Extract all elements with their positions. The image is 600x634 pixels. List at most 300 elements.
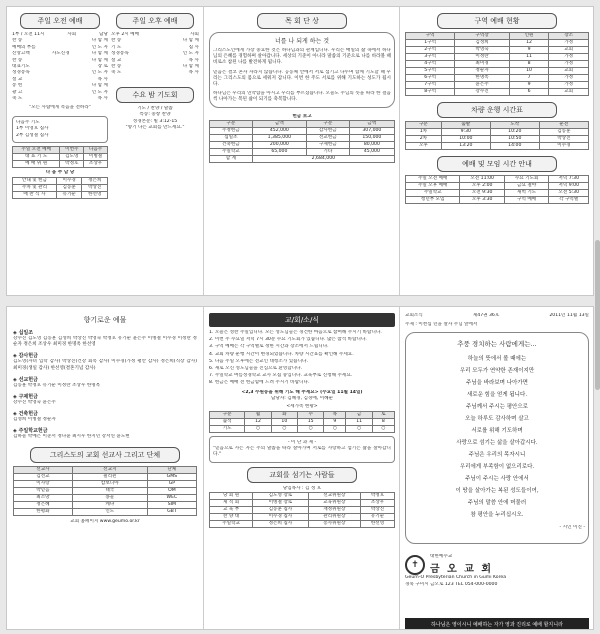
cell: 저녁 7:30 (549, 176, 589, 183)
notice-item: 3. 구역 예배는 각 구역별로 정한 시간과 장소에서 드립니다. (209, 344, 329, 350)
order-line-cell: 설 교 (12, 76, 23, 82)
cell: 박믿음 (14, 487, 73, 494)
sermon-column (209, 13, 395, 163)
offering-section-head: ◈ 주일학교헌금 (13, 428, 48, 435)
cell: 주정헌금 (210, 128, 253, 135)
cell: 13:20 (441, 143, 490, 150)
cell: GBT (147, 508, 196, 515)
order-line-cell: 다 함 께 (182, 64, 199, 70)
poem-author: - 시인 이진 - (559, 524, 585, 530)
morning-order-list (12, 32, 108, 102)
meetings-title: 예배 및 모임 시간 안내 (437, 156, 557, 172)
cell: 주일학교 (406, 190, 460, 197)
offering-section-head: ◈ 십일조 (13, 330, 34, 336)
fold-line (203, 7, 204, 295)
schedule-title: <세가족 현황> (286, 404, 318, 410)
th: 월 (245, 411, 271, 418)
poem-line: 서로를 위해 기도하며 (471, 427, 523, 434)
th: 구역장 (455, 33, 509, 40)
cell: ○ (372, 425, 394, 432)
table-row (406, 89, 589, 96)
cell: 예 배 위 원 (13, 161, 60, 168)
table-row (406, 176, 589, 183)
cell: 저녁 9:00 (549, 183, 589, 190)
table-row (406, 54, 589, 61)
fold-line (399, 307, 400, 629)
poem-line: 주님은 우리의 목자시니 (468, 451, 526, 458)
cell: 이병철 장로 (253, 500, 308, 507)
cell: 200,000 (252, 142, 306, 149)
offering-section-text: 강수진 김도영 김동훈 김성희 박상진 박영숙 박정호 유기순 윤은주 이병철 이수경 이정란 정순자 정은희 조상우 최미경 한명옥 한선영 (13, 336, 197, 348)
table-row (14, 487, 197, 494)
th: 이번주 (60, 147, 84, 154)
cell: 5구역 (406, 68, 455, 75)
th: 목 (324, 411, 346, 418)
cell: ○ (245, 425, 271, 432)
table-row (406, 40, 589, 47)
cell: 10:00 (441, 136, 490, 143)
th: 구분 (210, 411, 245, 418)
cell: 가정 (549, 40, 589, 47)
cell: 주일학교 (210, 149, 253, 156)
order-line-cell: 찬 송 (12, 57, 23, 63)
cell: 찬 양 대 (210, 514, 253, 521)
cell: 4구역 (406, 61, 455, 68)
table-row (210, 521, 395, 528)
cell: OM (147, 487, 196, 494)
cell: 1,385,000 (252, 135, 306, 142)
cell: 캄보디아 (72, 480, 147, 487)
poem-body (409, 353, 585, 521)
notice-item: 7. 주일학교 여름성경학교 교사 모집 중입니다. 교육부로 신청해 주세요. (209, 373, 353, 379)
notice-list (209, 330, 395, 387)
poem-line: 이 땅을 살아가는 복된 성도들이여, (455, 487, 539, 494)
cell: 선교위원장 (308, 493, 360, 500)
offering-title: 향기로운 예물 (83, 316, 127, 324)
issue-number: 제47권 36호 (472, 313, 500, 318)
cell: 기타 (307, 149, 350, 156)
th: 장소 (549, 33, 589, 40)
cell: 정순자 (455, 68, 509, 75)
offering-column (13, 313, 197, 525)
table-row (210, 507, 395, 514)
vertical-scrollbar[interactable] (595, 240, 600, 390)
cell: 2차 (406, 136, 442, 143)
cell: 10:20 (490, 129, 539, 136)
offering-section-text: 김성희 이병철 정순자 (13, 417, 56, 423)
cell: 조상우 (84, 161, 108, 168)
table-row (210, 493, 395, 500)
th: 화 (271, 411, 297, 418)
cell: 307,000 (349, 128, 394, 135)
cell: 452,000 (252, 128, 306, 135)
offering-section-head: ◈ 건축헌금 (13, 411, 38, 418)
table-row (14, 501, 197, 508)
poem-line: 새로운 힘을 얻게 됩니다. (466, 391, 528, 398)
service-table-1 (12, 146, 108, 198)
th: 구역 (406, 33, 455, 40)
cell: 한평화 (14, 508, 73, 515)
order-line-cell: 목 사 (97, 76, 108, 82)
sermon-frame (209, 32, 395, 108)
church-english: Geum-O Presbyterian Church in Gumi Korea (405, 575, 507, 581)
cell: 한명옥 (455, 75, 509, 82)
table-row (406, 190, 589, 197)
cell: 김성희 (455, 40, 509, 47)
poem-line: 우리 모두가 연약한 존재이지만 (459, 367, 535, 374)
table-row (14, 508, 197, 515)
table-row (210, 142, 395, 149)
th: 금액 (252, 121, 306, 128)
cell: 김선교 (14, 473, 73, 480)
offering-section-text: 김도영(자녀 입학 감사) 박상진(건강 회복 감사) 이수경(가정 평안 감사) 정은희(직장 감사) 최미경(생일 감사) 한선영(결혼기념 감사) (13, 359, 197, 371)
cell: 조상우 (361, 500, 395, 507)
cell: SIM (147, 501, 196, 508)
cell: 이수경 (539, 143, 588, 150)
sermon-paragraph: 하나님은 우리의 연약함을 아시고 우리를 부르셨습니다. 오늘도 주님의 뜻을 따라 한 걸음씩 나아가는 복된 삶이 되기를 축복합니다. (213, 91, 391, 103)
cell: 구역 예배 (504, 197, 549, 204)
cell: 15 (298, 418, 324, 425)
poem-title: 추풍 경치하는 사람에게는... (457, 339, 537, 348)
cell: 십일조 (210, 135, 253, 142)
cell: 최소망 (14, 494, 73, 501)
cell: 10 (509, 68, 549, 75)
cell: 6구역 (406, 75, 455, 82)
motto: 주제 : 이천십 년을 살자 주님 앞에서 (405, 322, 478, 328)
cell: 2구역 (406, 47, 455, 54)
cell: 당 회 원 (210, 493, 253, 500)
cell: 태국 (72, 487, 147, 494)
cell: 한선영 (361, 521, 395, 528)
cell: 주차 및 관리 (13, 184, 57, 191)
cell: 박정호 (361, 493, 395, 500)
cell: 정은혜 (14, 501, 73, 508)
finance-title: 헌금 보고 (292, 113, 312, 119)
sermon-title: 목 회 단 상 (257, 13, 347, 29)
cell: ○ (324, 425, 346, 432)
fold-line (203, 307, 204, 629)
order-line-cell: 봉 헌 (12, 83, 23, 89)
cell: 7구역 (406, 82, 455, 89)
th: 다음주 (84, 147, 108, 154)
table-row (210, 418, 395, 425)
cell: 이병철 (84, 154, 108, 161)
poem-line: 우리에게 부족함이 없으리로다. (459, 463, 535, 470)
morning-verse: "모든 사람에게 복음을 전하라" (29, 105, 91, 111)
cell: 기도 (210, 425, 245, 432)
cell: 가정 (549, 54, 589, 61)
cell: 10 (271, 418, 297, 425)
cell: 박정호 (60, 161, 84, 168)
th: 선교사 (14, 466, 73, 473)
quote-text: "믿음으로 사는 자는 주의 말씀을 따라 살아가며 서로를 사랑하고 섬기는 삶을 살아갑니다." (213, 446, 391, 458)
cell: GMS (147, 473, 196, 480)
cell: 수요 기도회 (504, 176, 549, 183)
cell: ○ (271, 425, 297, 432)
poem-line: 사랑으로 섬기는 삶을 살아갑시다. (456, 439, 538, 446)
cell: 케냐 (72, 501, 147, 508)
order-line-cell: 집 사 (188, 44, 199, 50)
th: 선교지 (72, 466, 147, 473)
sermon-paragraph: 믿음은 결코 혼자 자라지 않습니다. 공동체 안에서 서로 섬기고 나누며 함께 기도할 때 우리는 그리스도의 몸으로 세워져 갑니다. 이번 한 주도 서로를 위해 기도하는 성도가 됩시다. (213, 69, 391, 88)
cell: 박상진 (82, 184, 108, 191)
table-row (14, 473, 197, 480)
table-row (406, 136, 589, 143)
order-line-cell: 다 함 께 (91, 57, 108, 63)
order-line-cell: 인 도 자 (91, 70, 108, 76)
cell: 강수진 (455, 89, 509, 96)
fold-line (399, 7, 400, 295)
table-row (210, 425, 395, 432)
cell: 1차 (406, 129, 442, 136)
church-address: 경북 구미시 금오로 123 TEL 054-000-0000 (405, 581, 498, 587)
cell: 오전 5:30 (549, 190, 589, 197)
sermon-subtitle: 너를 나 되게 하는 것 (275, 38, 329, 45)
bulletin-page-inner (6, 6, 594, 296)
order-line-cell: 다 함 께 (182, 38, 199, 44)
order-line-cell: 성경봉독 (12, 70, 30, 76)
cell: 구제헌금 (307, 142, 350, 149)
order-line-cell: 축 도 (12, 96, 23, 102)
cell: 각 구역별 (549, 197, 589, 204)
offering-section-text: 김하늘 박예은 이준서 정다윤 최시우 한지민 강서연 윤도현 (13, 434, 130, 440)
cell: 가정 (549, 75, 589, 82)
table-row (406, 68, 589, 75)
next-prayer-2: 2부 김성철 집사 (16, 132, 49, 138)
cell: 출석 (210, 418, 245, 425)
cell: 6 (509, 89, 549, 96)
cell: 정은희 집사 (253, 521, 308, 528)
poem-frame (405, 332, 589, 544)
next-prayer-label: 다음주 기도 (16, 119, 40, 125)
cell: ○ (346, 425, 372, 432)
cell: 한선영 (82, 191, 108, 198)
cell: 김도영 (60, 154, 84, 161)
order-line-cell: 인 도 자 (91, 44, 108, 50)
order-line-cell: 사도신경 (51, 51, 70, 57)
cell: 인도 (72, 508, 147, 515)
cell: 80,000 (349, 142, 394, 149)
th: 구분 (406, 122, 442, 129)
table-row (210, 149, 395, 156)
quote-frame (209, 436, 395, 463)
cell: 9 (509, 47, 549, 54)
table-row (406, 129, 589, 136)
bulletin-page-outer (6, 306, 594, 630)
cell: 관리위원장 (308, 514, 360, 521)
order-line-cell: 인 도 자 (182, 51, 199, 57)
th: 토 (372, 411, 394, 418)
cell: 주일학교 (210, 521, 253, 528)
cell: 몽골 (72, 494, 147, 501)
th: 운전 (539, 122, 588, 129)
cell: 교 육 부 (210, 507, 253, 514)
cell: 8구역 (406, 89, 455, 96)
next-prayer-1: 1부 이영호 집사 (16, 126, 49, 132)
order-line-cell: 광 고 (12, 89, 23, 95)
order-line-cell: 담당 (99, 32, 108, 37)
cell: 교육위원장 (308, 500, 360, 507)
notice-item: 8. 헌금은 예배 전 헌금함에 드려 주시기 바랍니다. (209, 380, 310, 386)
th: 출발 (441, 122, 490, 129)
cell: 주일 오전 예배 (406, 176, 460, 183)
table-row (406, 143, 589, 150)
notice-item: 4. 교회 차량 운행 시간이 변경되었습니다. 차량 시간표를 확인해 주세요. (209, 351, 354, 357)
notice-title: 교/회/소/식 (209, 313, 395, 327)
vehicle-title: 차량 운행 시간표 (437, 102, 557, 118)
cell: 가정 (549, 82, 589, 89)
table-row (406, 47, 589, 54)
order-line-cell: 목 사 (97, 96, 108, 102)
wed-line: 특송: 중창 찬양 (139, 112, 171, 118)
order-line-cell: 신앙고백 (12, 51, 30, 57)
th: 구분 (210, 121, 253, 128)
groups-title: 구역 예배 현황 (437, 13, 557, 29)
table-row (14, 480, 197, 487)
cell: 9:30 (441, 129, 490, 136)
wednesday-info (111, 106, 199, 132)
total-value: 2,684,000 (252, 156, 394, 163)
next-prayer-box (12, 116, 108, 143)
cell: 오전 11:00 (460, 176, 504, 183)
th: 도착 (490, 122, 539, 129)
wed-line: 기도 / 찬양 / 말씀 (137, 105, 173, 111)
table-row (406, 82, 589, 89)
cell: 오후 2:00 (460, 183, 504, 190)
cell: 박영숙 (455, 47, 509, 54)
church-logo-icon: ✝ (405, 555, 425, 575)
cell: 유기순 (56, 191, 82, 198)
cell: 65,000 (252, 149, 306, 156)
pastor-name: 당임목사 : 김 성 호 (282, 485, 322, 491)
event-title: <2,3 수원동을 위해 기도 해 주세요> (수요일 11월 14일) (241, 389, 363, 395)
cell: 가정 (549, 61, 589, 68)
wed-line: "향기 나는 교회를 만드세요." (125, 125, 185, 131)
cell: 선교헌금 (307, 135, 350, 142)
order-line-cell: 대표기도 (12, 64, 30, 70)
table-row (210, 514, 395, 521)
church-denomination: 대한예수교 (430, 553, 453, 559)
order-line-cell: 예배의 부름 (12, 44, 36, 50)
order-line-cell: 목 사 (188, 70, 199, 76)
offering-section-head: ◈ 감사헌금 (13, 353, 38, 360)
wednesday-prayer-title: 수요 밤 기도회 (116, 87, 194, 103)
cell: 대 표 기 도 (13, 154, 60, 161)
cell: 주일 오후 예배 (406, 183, 460, 190)
cell: 박상진 (361, 507, 395, 514)
order-line-cell: 장 로 (97, 64, 108, 70)
cell: 정은희 (82, 177, 108, 184)
cell: 150,000 (349, 135, 394, 142)
notice-item: 6. 새로 오신 성도님들을 진심으로 환영합니다. (209, 366, 303, 372)
cell: 최미경 (455, 61, 509, 68)
order-line-cell: 다 함 께 (91, 83, 108, 89)
notice-item: 5. 다음 주일 오후에는 전교인 대청소가 있습니다. (209, 358, 308, 364)
cell: 8 (509, 61, 549, 68)
offering-section-text: 김동훈 박정호 유기순 이정란 조상우 한명옥 (13, 382, 101, 388)
th: 금 (346, 411, 372, 418)
cell: 11 (346, 418, 372, 425)
morning-service-title: 주일 오전 예배 (20, 13, 100, 29)
finance-table (209, 114, 395, 163)
order-line-cell: 다 함 께 (91, 51, 108, 57)
church-name: 금 오 교 회 (430, 564, 494, 576)
church-logo-block (405, 554, 589, 575)
order-line-cell: 다 함 께 (91, 38, 108, 44)
poem-line: 참 평안을 누리십시오. (470, 511, 524, 518)
cell: 8 (372, 418, 394, 425)
quote-title: - 이 단 과 제 - (287, 439, 317, 445)
missionary-title: 그리스도의 교회 선교사 그리고 단체 (30, 447, 180, 463)
wed-line: 성경본문: 빌 3:12-15 (132, 118, 178, 124)
th: 주일 오전 예배 (13, 147, 60, 154)
offering-sections (13, 329, 197, 441)
table-row (210, 500, 395, 507)
order-line-cell: 목 사 (188, 57, 199, 63)
cell: 교회 (549, 47, 589, 54)
offering-section-head: ◈ 선교헌금 (13, 376, 38, 383)
cell: 윤은주 (455, 82, 509, 89)
table-row (406, 75, 589, 82)
table-row (14, 494, 197, 501)
cell: 교회 (549, 89, 589, 96)
notice-column (209, 313, 395, 528)
staff-title: 교회를 섬기는 사람들 (247, 467, 357, 483)
cell: 45,000 (349, 149, 394, 156)
cell: 이수경 집사 (253, 514, 308, 521)
afternoon-order-list (111, 32, 199, 77)
cell: 새벽 기도 (504, 190, 549, 197)
cell: 12 (509, 40, 549, 47)
table-row (406, 197, 589, 204)
cell: 안내 및 헌금 (13, 177, 57, 184)
cell: 9 (324, 418, 346, 425)
cell: 9 (509, 82, 549, 89)
event-sub: 담당자: 김혜경, 김경애, 이혜순 (270, 396, 334, 402)
poem-line: 주님의 말씀 안에 머물러 (467, 499, 527, 506)
cell: 3구역 (406, 54, 455, 61)
order-line-cell: 1부 / 오전 11시 (12, 32, 45, 37)
order-line (111, 70, 199, 76)
table-row (210, 135, 395, 142)
cell: 김동훈 (539, 129, 588, 136)
notice-item: 2. 이번 주 수요일 저녁 7시 30분 수요 기도회가 있습니다. 많은 참석 바랍니다. (209, 337, 367, 343)
afternoon-service-title: 주일 오후 예배 (116, 13, 194, 29)
cell: 12 (245, 418, 271, 425)
cell: ○ (298, 425, 324, 432)
cover-column (405, 313, 589, 630)
cell: 제 직 회 (210, 500, 253, 507)
cell: 애 찬 식 사 (13, 191, 57, 198)
order-line-cell: 사회 (67, 32, 77, 37)
homepage-footer: 교회 홈페이지 www.geumo.or.kr (70, 518, 140, 524)
order-line-cell: 축 도 (111, 70, 122, 76)
order-line-cell: 성경봉독 (111, 51, 129, 57)
order-line-cell: 찬 송 (12, 38, 23, 44)
cell: 10:50 (490, 136, 539, 143)
cell: GP (147, 480, 196, 487)
afternoon-service (111, 13, 199, 131)
cell: 김동훈 (56, 184, 82, 191)
cover-header (405, 313, 589, 319)
cell: 오후 3:30 (460, 197, 504, 204)
cell: 11 (509, 54, 549, 61)
table-row (210, 128, 395, 135)
th: 단체 (147, 466, 196, 473)
order-line-cell: 오후 2시 예배 (111, 32, 140, 37)
th: 금액 (349, 121, 394, 128)
poem-line: 주님을 바라보며 나아가면 (466, 379, 528, 386)
